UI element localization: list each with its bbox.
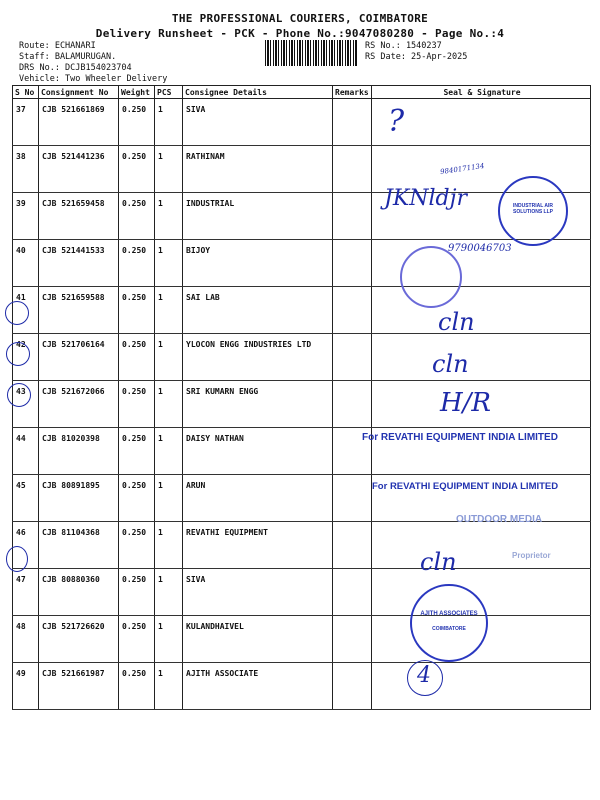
signature-row39: JKNldjr — [384, 186, 467, 211]
cell-sno: 47 — [13, 569, 39, 616]
cell-sno: 42 — [13, 334, 39, 381]
vehicle: Vehicle: Two Wheeler Delivery — [19, 74, 168, 84]
cell-consignment-no: CJB 521661869 — [39, 99, 119, 146]
cell-consignment-no: CJB 521706164 — [39, 334, 119, 381]
cell-remarks — [333, 381, 372, 428]
ajith-stamp: AJITH ASSOCIATES COIMBATORE — [410, 584, 488, 662]
table-row — [13, 146, 591, 193]
cell-sno: 46 — [13, 522, 39, 569]
rs-date: RS Date: 25-Apr-2025 — [365, 52, 468, 62]
cell-pcs: 1 — [155, 146, 183, 193]
cell-weight: 0.250 — [119, 663, 155, 710]
cell-consignment-no: CJB 81104368 — [39, 522, 119, 569]
cell-weight: 0.250 — [119, 240, 155, 287]
cell-seal — [372, 663, 591, 710]
cell-sno: 39 — [13, 193, 39, 240]
cell-remarks — [333, 569, 372, 616]
revathi-stamp-1: For REVATHI EQUIPMENT INDIA LIMITED — [362, 432, 558, 443]
route: Route: ECHANARI — [19, 41, 96, 51]
cell-weight: 0.250 — [119, 381, 155, 428]
table-row — [13, 569, 591, 616]
cell-consignee: SAI LAB — [183, 287, 333, 334]
cell-weight: 0.250 — [119, 146, 155, 193]
cell-weight: 0.250 — [119, 193, 155, 240]
cell-remarks — [333, 193, 372, 240]
cell-pcs: 1 — [155, 475, 183, 522]
cell-consignee: ARUN — [183, 475, 333, 522]
cell-pcs: 1 — [155, 522, 183, 569]
col-seal: Seal & Signature — [372, 86, 591, 99]
cell-consignee: REVATHI EQUIPMENT — [183, 522, 333, 569]
row-circle-42 — [5, 301, 29, 325]
cell-consignee: RATHINAM — [183, 146, 333, 193]
revathi-stamp-2: For REVATHI EQUIPMENT INDIA LIMITED — [372, 481, 559, 492]
cell-remarks — [333, 334, 372, 381]
col-pcs: PCS — [155, 86, 183, 99]
cell-weight: 0.250 — [119, 569, 155, 616]
cell-pcs: 1 — [155, 616, 183, 663]
cell-sno: 43 — [13, 381, 39, 428]
col-sno: S No — [13, 86, 39, 99]
cell-remarks — [333, 522, 372, 569]
table-row — [13, 287, 591, 334]
cn-mark-48: cln — [420, 548, 457, 576]
cell-remarks — [333, 146, 372, 193]
cell-seal — [372, 522, 591, 569]
table-row — [13, 616, 591, 663]
cell-consignment-no: CJB 521726620 — [39, 616, 119, 663]
cell-sno: 38 — [13, 146, 39, 193]
cell-remarks — [333, 663, 372, 710]
runsheet-table — [12, 85, 591, 710]
cell-consignee: KULANDHAIVEL — [183, 616, 333, 663]
cell-weight: 0.250 — [119, 428, 155, 475]
cell-sno: 44 — [13, 428, 39, 475]
cell-consignee: SIVA — [183, 99, 333, 146]
cell-weight: 0.250 — [119, 522, 155, 569]
col-consignment: Consignment No — [39, 86, 119, 99]
cell-consignment-no: CJB 521441533 — [39, 240, 119, 287]
cell-remarks — [333, 240, 372, 287]
col-consignee: Consignee Details — [183, 86, 333, 99]
cell-remarks — [333, 99, 372, 146]
cell-sno: 37 — [13, 99, 39, 146]
drs-number: DRS No.: DCJB154023704 — [19, 63, 132, 73]
cell-consignment-no: CJB 521659588 — [39, 287, 119, 334]
col-weight: Weight — [119, 86, 155, 99]
table-header-row — [13, 86, 591, 99]
cell-pcs: 1 — [155, 240, 183, 287]
cell-consignment-no: CJB 80880360 — [39, 569, 119, 616]
cell-sno: 49 — [13, 663, 39, 710]
cell-pcs: 1 — [155, 569, 183, 616]
cell-consignment-no: CJB 521659458 — [39, 193, 119, 240]
cell-sno: 41 — [13, 287, 39, 334]
page-circle: 4 — [407, 660, 443, 696]
cell-consignment-no: CJB 521441236 — [39, 146, 119, 193]
cell-pcs: 1 — [155, 193, 183, 240]
table-row — [13, 381, 591, 428]
cell-consignee: AJITH ASSOCIATE — [183, 663, 333, 710]
cell-consignment-no: CJB 521672066 — [39, 381, 119, 428]
round-stamp — [400, 246, 462, 308]
cn-mark-42: cln — [438, 308, 475, 336]
cell-pcs: 1 — [155, 99, 183, 146]
table-row — [13, 334, 591, 381]
cn-mark-43: cln — [432, 350, 469, 378]
cell-weight: 0.250 — [119, 475, 155, 522]
cell-remarks — [333, 616, 372, 663]
cell-pcs: 1 — [155, 287, 183, 334]
cell-consignee: SRI KUMARN ENGG — [183, 381, 333, 428]
cell-consignee: DAISY NATHAN — [183, 428, 333, 475]
cell-consignee: YLOCON ENGG INDUSTRIES LTD — [183, 334, 333, 381]
cell-pcs: 1 — [155, 428, 183, 475]
phone-note-2: 9790046703 — [448, 243, 512, 254]
cell-weight: 0.250 — [119, 99, 155, 146]
cell-remarks — [333, 287, 372, 334]
cell-sno: 48 — [13, 616, 39, 663]
cell-consignment-no: CJB 521661987 — [39, 663, 119, 710]
runsheet-subtitle: Delivery Runsheet - PCK - Phone No.:9047080280 - Page No.:4 — [95, 27, 505, 40]
cell-weight: 0.250 — [119, 287, 155, 334]
outdoor-media-stamp: OUTDOOR MEDIA — [456, 514, 543, 525]
cell-consignee: INDUSTRIAL — [183, 193, 333, 240]
company-title: THE PROFESSIONAL COURIERS, COIMBATORE — [171, 12, 429, 25]
cell-weight: 0.250 — [119, 616, 155, 663]
staff: Staff: BALAMURUGAN. — [19, 52, 117, 62]
industrial-stamp: INDUSTRIAL AIR SOLUTIONS LLP — [498, 176, 568, 246]
cell-pcs: 1 — [155, 663, 183, 710]
cell-consignee: SIVA — [183, 569, 333, 616]
barcode — [265, 40, 357, 66]
row-circle-44 — [7, 383, 31, 407]
cell-seal — [372, 334, 591, 381]
col-remarks: Remarks — [333, 86, 372, 99]
cell-consignment-no: CJB 81020398 — [39, 428, 119, 475]
cell-sno: 40 — [13, 240, 39, 287]
cell-pcs: 1 — [155, 381, 183, 428]
rs-number: RS No.: 1540237 — [365, 41, 442, 51]
cell-consignee: BIJOY — [183, 240, 333, 287]
row-circle-43 — [6, 342, 30, 366]
cell-weight: 0.250 — [119, 334, 155, 381]
cell-consignment-no: CJB 80891895 — [39, 475, 119, 522]
row-circle-48 — [6, 546, 28, 572]
table-row — [13, 99, 591, 146]
cell-pcs: 1 — [155, 334, 183, 381]
cell-sno: 45 — [13, 475, 39, 522]
signature-row44: H/R — [440, 388, 492, 418]
signature-row37: ? — [388, 104, 405, 139]
table-row — [13, 663, 591, 710]
cell-seal — [372, 99, 591, 146]
cell-remarks — [333, 475, 372, 522]
table-row — [13, 522, 591, 569]
proprietor-stamp: Proprietor — [512, 551, 551, 560]
phone-note: 9840171134 — [439, 161, 485, 177]
